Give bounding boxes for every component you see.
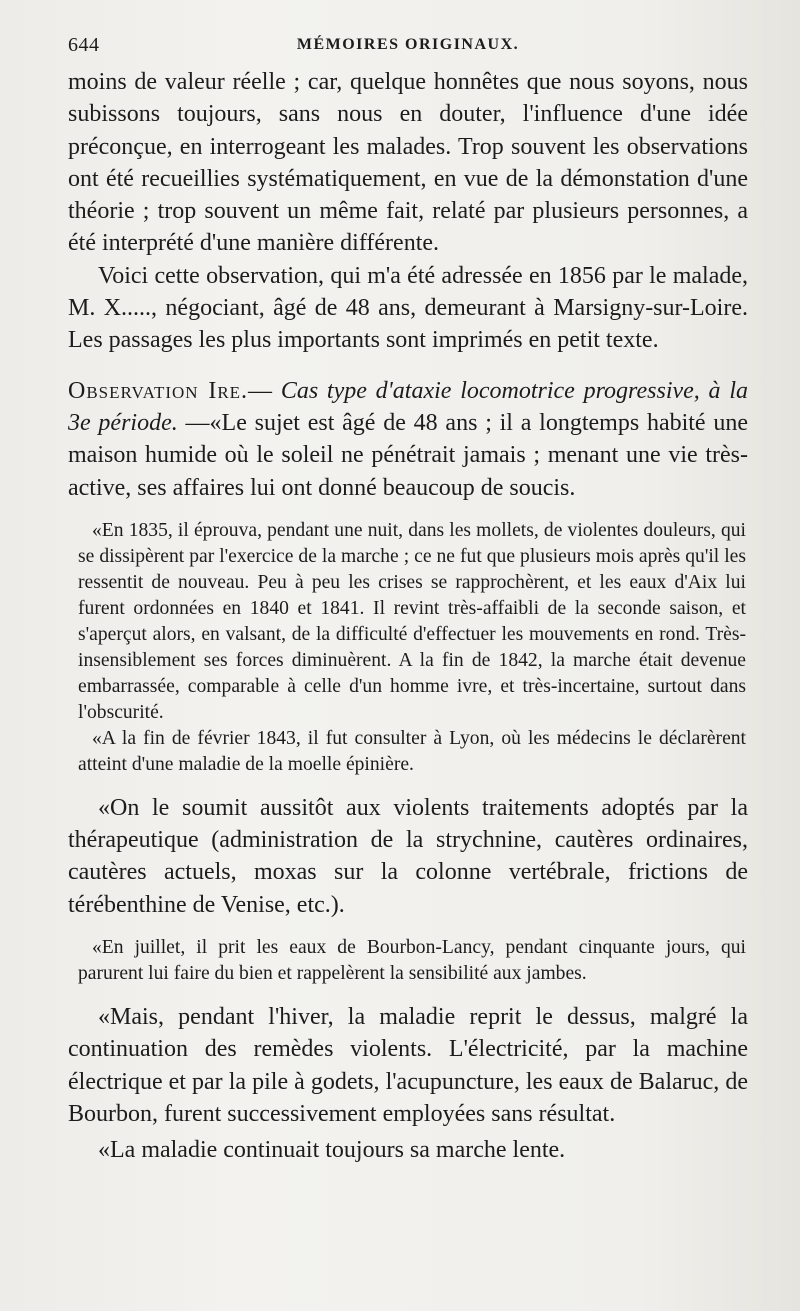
body-text xyxy=(68,66,748,1167)
paragraph-intro-observation: Voici cette observation, qui m'a été adressée en 1856 par le malade, M. X....., négociant, âgé de 48 ans, demeurant à Marsigny-sur-Loire. Les passages les plus importants sont imprimés en petit texte. xyxy=(68,262,748,354)
observation-text: —«Le sujet est âgé de 48 ans ; il a longtemps habité une maison humide où le soleil ne pénétrait jamais ; menant une vie très-active, ses affaires lui ont donné beaucoup de soucis. xyxy=(68,409,749,501)
observation-dash: — xyxy=(248,377,273,404)
small-text-paragraph-bourbon: «En juillet, il prit les eaux de Bourbon-Lancy, pendant cinquante jours, qui parurent lui faire du bien et rappelèrent la sensibilité aux jambes. xyxy=(78,937,746,985)
observation-title: Cas type d'ataxie locomotrice progressive, à la 3e période. xyxy=(68,377,748,436)
paragraph-progression: «La maladie continuait toujours sa marche lente. xyxy=(98,1137,566,1164)
page-number: 644 xyxy=(68,34,100,56)
paragraph-treatments: «On le soumit aussitôt aux violents traitements adoptés par la thérapeutique (administration de la strychnine, cautères ordinaires, cautères actuels, moxas sur la colonne vertébrale, frictions de térébenthine de Venise, etc.). xyxy=(68,794,748,918)
paragraph-continuation: moins de valeur réelle ; car, quelque honnêtes que nous soyons, nous subissons toujours, sans nous en douter, l'influence d'une idée préconçue, en interrogeant les malades. Trop souvent les observations ont été recueillies systématiquement, en vue de la démonstation d'une théorie ; trop souvent un même fait, relaté par plusieurs personnes, a été interprété d'une manière différente. xyxy=(68,69,748,257)
paragraph-winter: «Mais, pendant l'hiver, la maladie reprit le dessus, malgré la continuation des remèdes violents. L'électricité, par la machine électrique et par la pile à godets, l'acupuncture, les eaux de Balaruc, de Bourbon, furent successivement employées sans résultat. xyxy=(68,1004,748,1127)
small-text-paragraph-1835: «En 1835, il éprouva, pendant une nuit, dans les mollets, de violentes douleurs, qui se dissipèrent par l'exercice de la marche ; ce ne fut que plusieurs mois après qu'il les ressentit de nouveau. Peu à peu les crises se rapprochèrent, et les eaux d'Aix lui furent ordonnées en 1840 et 1841. Il revint très-affaibli de la seconde saison, et s'aperçut alors, en valsant, de la difficulté d'effectuer les mouvements en rond. Très-insensiblement ses forces diminuèrent. A la fin de 1842, la marche était devenue embarrassée, comparable à celle d'un homme ivre, et très-incertaine, surtout dans l'obscurité. xyxy=(78,519,746,723)
small-text-paragraph-1843: «A la fin de février 1843, il fut consulter à Lyon, où les médecins le déclarèrent atteint d'une maladie de la moelle épinière. xyxy=(78,727,746,775)
observation-heading-paragraph xyxy=(68,375,748,504)
observation-label: Observation Ire. xyxy=(68,377,249,404)
running-title: MÉMOIRES ORIGINAUX. xyxy=(296,36,520,53)
page-header xyxy=(68,34,748,60)
